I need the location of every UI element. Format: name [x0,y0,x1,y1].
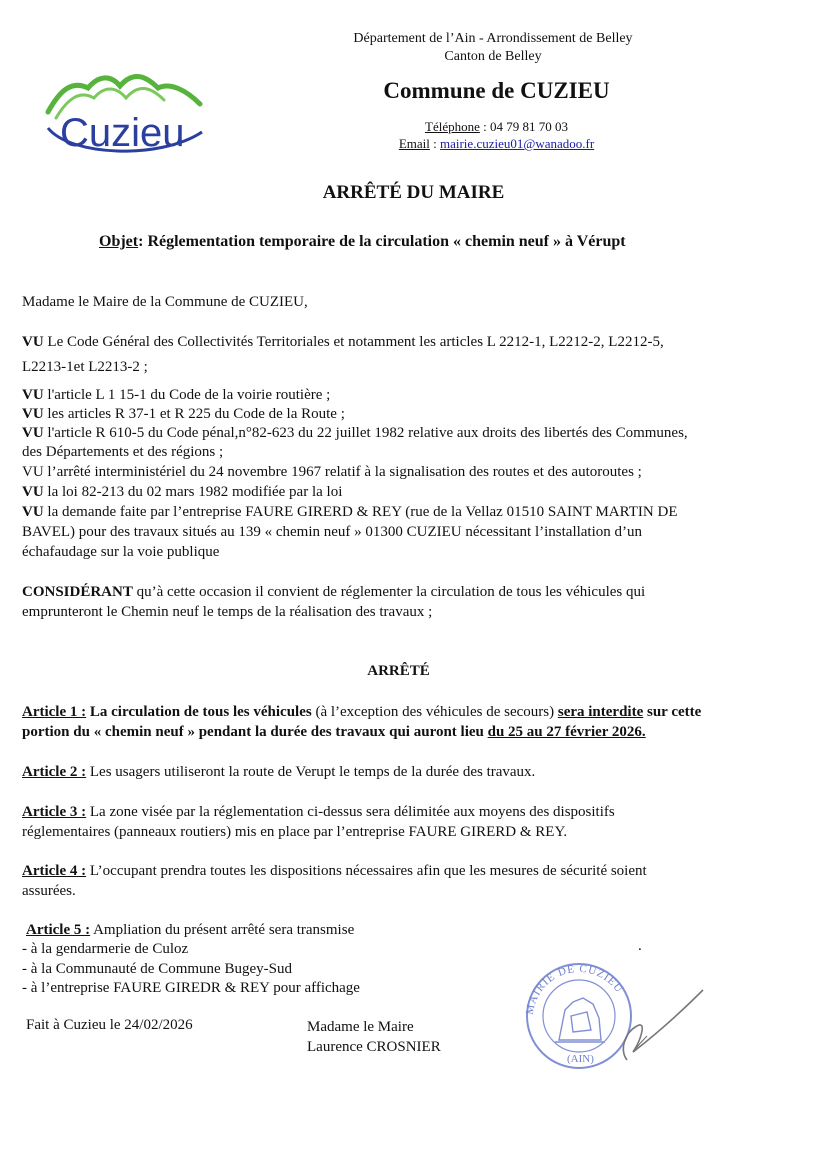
article-5-label: Article 5 : [26,922,91,938]
contact-block [290,118,703,152]
considerant-bold: CONSIDÉRANT [22,584,133,600]
article-1-emphasis: sera interdite [557,704,644,720]
logo-graphic [40,68,210,160]
logo-text: Cuzieu [60,111,185,155]
vu-line [22,523,812,542]
vu-text: la demande faite par l’entreprise FAURE GIRERD & REY (rue de la Vellaz 01510 SAINT MARTIN DE [43,504,678,520]
list-item: - à la Communauté de Commune Bugey-Sud [22,961,292,977]
article-1-dates: du 25 au 27 février 2026. [487,724,646,740]
logo [40,68,210,160]
objet-label: Objet [99,233,139,250]
email-label: Email [398,136,430,151]
vu-line [22,483,812,502]
considerant-text: qu’à cette occasion il convient de réglementer la circulation de tous les véhicules qui [132,584,646,600]
stamp-top-text [524,963,625,1016]
page-title: ARRÊTÉ DU MAIRE [322,182,505,203]
vu-text: des Départements et des régions ; [22,444,224,460]
phone-value: : 04 79 81 70 03 [479,119,568,134]
vu-text: L2213-1et L2213-2 ; [22,359,148,375]
stamp-graphic [515,960,725,1070]
article-4-line-1 [22,862,812,881]
list-item: - à la gendarmerie de Culoz [22,941,189,957]
fait-a: Fait à Cuzieu le 24/02/2026 [26,1017,193,1033]
vu-line [22,503,812,522]
article-4-text: L’occupant prendra toutes les dispositions nécessaires afin que les mesures de sécurité soient [86,863,647,879]
article-4-label: Article 4 : [22,863,87,879]
article-3-line-1 [22,803,812,822]
article-5 [26,921,816,940]
article-4-line-2: assurées. [22,883,76,899]
vu-line [22,405,812,424]
commune-title: Commune de CUZIEU [383,78,610,103]
article-5-text: Ampliation du présent arrêté sera transmise [90,922,355,938]
stamp-inner-ring [543,980,615,1052]
considerant-line-1 [22,583,812,602]
email-link[interactable]: mairie.cuzieu01@wanadoo.fr [439,136,595,151]
vu-text: les articles R 37-1 et R 225 du Code de la Route ; [43,406,345,422]
article-3-line-2: réglementaires (panneaux routiers) mis en place par l’entreprise FAURE GIRERD & REY. [22,824,568,840]
vu-line [22,424,812,443]
signatory-block [307,1017,441,1057]
article-3-text: La zone visée par la réglementation ci-dessus sera délimitée aux moyens des dispositifs [86,804,615,820]
vu-text: la loi 82-213 du 02 mars 1982 modifiée par la loi [43,484,343,500]
article-1-label: Article 1 : [22,704,87,720]
email-line [290,135,703,152]
vu-line [22,333,812,352]
vu-text: VU l’arrêté interministériel du 24 novembre 1967 relatif à la signalisation des routes et des autoroutes ; [22,464,642,480]
vu-text: l'article R 610-5 du Code pénal,n°82-623 du 22 juillet 1982 relative aux droits des libertés des Communes, [43,425,688,441]
vu-bold: VU [22,406,44,422]
stray-dot: . [638,938,642,954]
vu-bold: VU [22,484,44,500]
article-1-text: portion du « chemin neuf » pendant la durée des travaux qui auront lieu [22,724,488,740]
article-2-label: Article 2 : [22,764,87,780]
phone-label: Téléphone [425,119,480,134]
article-1-line-1 [22,703,812,722]
stamp-top-path: MAIRIE DE CUZIEU [523,962,626,1016]
considerant-line-2: emprunteront le Chemin neuf le temps de la réalisation des travaux ; [22,604,433,620]
article-2 [22,763,812,782]
vu-text: l'article L 1 15-1 du Code de la voirie routière ; [43,387,331,403]
stamp-bottom-text: (AIN) [567,1053,594,1065]
vu-line [22,386,812,405]
mairie-stamp [515,960,725,1070]
header-block [290,30,696,66]
article-2-text: Les usagers utiliseront la route de Verupt le temps de la durée des travaux. [86,764,536,780]
vu-line [22,358,812,377]
vu-line [22,463,812,482]
article-1-text: sur cette [643,704,702,720]
vu-line [22,543,812,562]
email-sep: : [429,136,440,151]
vu-line [22,443,812,462]
arrete-heading: ARRÊTÉ [367,663,430,679]
vu-bold: VU [22,504,44,520]
article-1-line-2 [22,723,812,742]
header-line-2: Canton de Belley [444,49,542,64]
vu-text: Le Code Général des Collectivités Territoriales et notamment les articles L 2212-1, L2212-2, L2212-5, [43,334,664,350]
article-3-label: Article 3 : [22,804,87,820]
objet-text: : Réglementation temporaire de la circulation « chemin neuf » à Vérupt [138,233,626,250]
vu-bold: VU [22,425,44,441]
vu-bold: VU [22,387,44,403]
article-1-text: La circulation de tous les véhicules [86,704,312,720]
signatory-name: Laurence CROSNIER [307,1039,441,1055]
article-1-text: (à l’exception des véhicules de secours) [311,704,558,720]
stamp-emblem [555,998,605,1042]
vu-bold: VU [22,334,44,350]
intro-text: Madame le Maire de la Commune de CUZIEU, [22,294,308,310]
objet-line [99,233,626,251]
header-line-1: Département de l’Ain - Arrondissement de Belley [353,31,633,46]
vu-text: BAVEL) pour des travaux situés au 139 « chemin neuf » 01300 CUZIEU nécessitant l’installation d’un [22,524,643,540]
vu-text: échafaudage sur la voie publique [22,544,220,560]
signatory-role: Madame le Maire [307,1019,414,1035]
phone-line [290,118,703,135]
list-item: - à l’entreprise FAURE GIREDR & REY pour affichage [22,980,360,996]
